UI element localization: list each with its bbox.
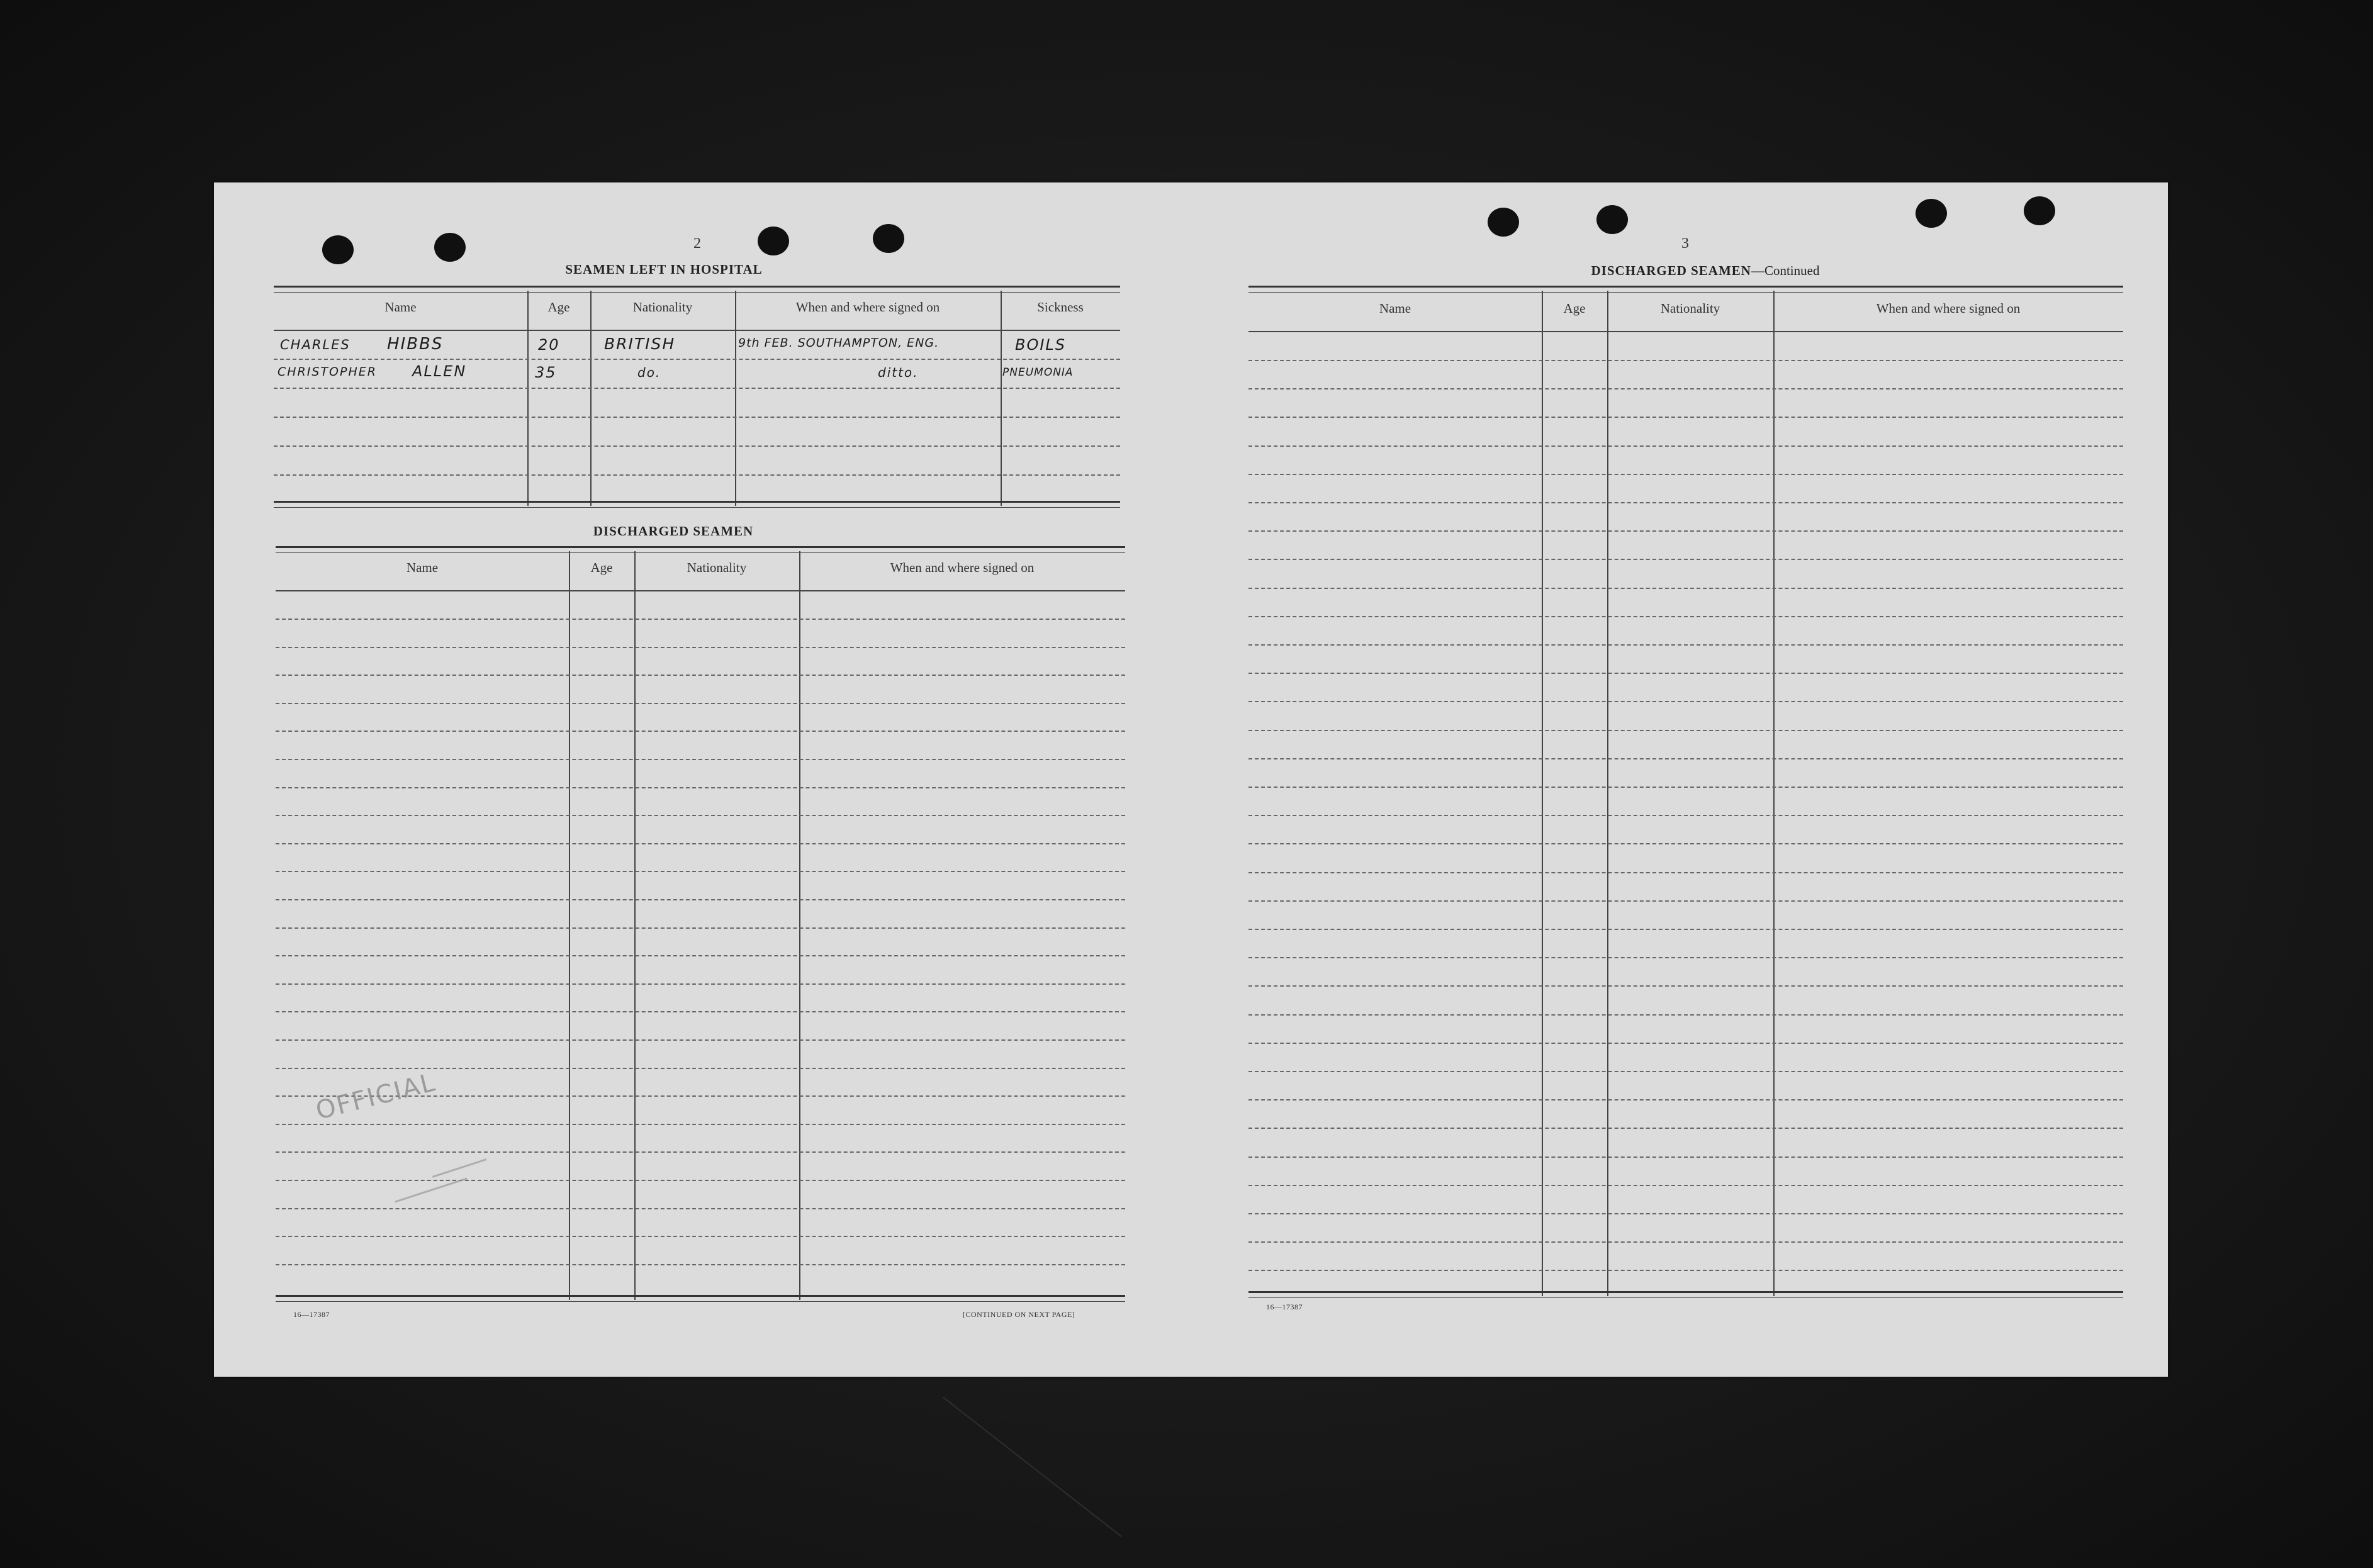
blank-row-line xyxy=(276,983,1125,985)
entry-age: 35 xyxy=(535,364,557,381)
header-age: Age xyxy=(1563,301,1586,316)
entry-sickness: PNEUMONIA xyxy=(1002,366,1074,379)
blank-row-line xyxy=(1248,787,2123,788)
table-row-line xyxy=(274,388,1120,389)
blank-row-line xyxy=(276,1011,1125,1012)
table-row-line xyxy=(274,359,1120,360)
col-divider xyxy=(799,551,800,1300)
right-title-suffix: —Continued xyxy=(1751,263,1820,278)
blank-row-line xyxy=(1248,1071,2123,1072)
entry-name-first: CHRISTOPHER xyxy=(278,365,377,379)
entry-name-first: CHARLES xyxy=(280,337,351,352)
continued-note: [CONTINUED ON NEXT PAGE] xyxy=(963,1310,1075,1319)
blank-row-line xyxy=(276,899,1125,900)
right-page-number: 3 xyxy=(1681,235,1689,252)
table-bottom-rule xyxy=(274,501,1120,508)
blank-row-line xyxy=(1248,388,2123,389)
blank-row-line xyxy=(276,787,1125,788)
blank-row-line xyxy=(1248,559,2123,560)
table-top-rule xyxy=(274,286,1120,293)
blank-row-line xyxy=(1248,616,2123,617)
header-name: Name xyxy=(384,300,417,315)
blank-row-line xyxy=(276,1151,1125,1153)
col-divider xyxy=(590,291,592,506)
document-sheet xyxy=(214,182,2168,1377)
blank-row-line xyxy=(276,619,1125,620)
header-name: Name xyxy=(406,560,439,575)
table-top-rule xyxy=(276,546,1125,553)
blank-row-line xyxy=(1248,1213,2123,1214)
entry-age: 20 xyxy=(538,336,560,354)
entry-name-last: ALLEN xyxy=(412,362,467,380)
col-divider xyxy=(634,551,636,1300)
header-nationality: Nationality xyxy=(687,560,747,575)
blank-row-line xyxy=(1248,502,2123,503)
col-divider xyxy=(735,291,736,506)
blank-row-line xyxy=(1248,1156,2123,1158)
blank-row-line xyxy=(276,955,1125,956)
header-nationality: Nationality xyxy=(632,300,693,315)
header-bottom-rule xyxy=(276,590,1125,591)
blank-row-line xyxy=(1248,530,2123,532)
punch-hole xyxy=(873,224,904,253)
blank-row-line xyxy=(1248,815,2123,816)
blank-row-line xyxy=(1248,644,2123,646)
col-divider xyxy=(527,291,529,506)
punch-hole xyxy=(1488,208,1519,237)
blank-row-line xyxy=(276,1068,1125,1069)
blank-row-line xyxy=(1248,730,2123,731)
discharged-continued-table xyxy=(1248,286,2129,1368)
blank-row-line xyxy=(1248,445,2123,447)
blank-row-line xyxy=(276,1264,1125,1265)
table-row-line xyxy=(274,417,1120,418)
col-divider xyxy=(1773,291,1775,1296)
blank-row-line xyxy=(1248,758,2123,759)
header-signed-on: When and where signed on xyxy=(795,300,940,315)
col-divider xyxy=(1001,291,1002,506)
punch-hole xyxy=(1916,199,1947,228)
blank-row-line xyxy=(276,871,1125,872)
discharged-table xyxy=(276,546,1131,1364)
blank-row-line xyxy=(276,1124,1125,1125)
hospital-section-title: SEAMEN LEFT IN HOSPITAL xyxy=(565,262,763,277)
header-sickness: Sickness xyxy=(1037,300,1084,315)
blank-row-line xyxy=(1248,1099,2123,1100)
blank-row-line xyxy=(1248,900,2123,902)
punch-hole xyxy=(1596,205,1628,234)
blank-row-line xyxy=(276,1208,1125,1209)
blank-row-line xyxy=(1248,1014,2123,1016)
blank-row-line xyxy=(1248,673,2123,674)
punch-hole xyxy=(758,227,789,255)
entry-nationality: BRITISH xyxy=(604,335,676,353)
table-bottom-rule xyxy=(276,1295,1125,1302)
discharged-section-title: DISCHARGED SEAMEN xyxy=(593,524,754,539)
blank-row-line xyxy=(276,1180,1125,1181)
header-bottom-rule xyxy=(1248,331,2123,332)
blank-row-line xyxy=(1248,1270,2123,1271)
blank-row-line xyxy=(1248,1128,2123,1129)
table-bottom-rule xyxy=(1248,1291,2123,1298)
blank-row-line xyxy=(276,843,1125,844)
blank-row-line xyxy=(276,675,1125,676)
entry-sickness: BOILS xyxy=(1015,336,1067,354)
blank-row-line xyxy=(1248,1043,2123,1044)
header-bottom-rule xyxy=(274,330,1120,331)
blank-row-line xyxy=(276,1039,1125,1041)
punch-hole xyxy=(2024,196,2055,225)
blank-row-line xyxy=(1248,1241,2123,1243)
blank-row-line xyxy=(1248,929,2123,930)
blank-row-line xyxy=(276,647,1125,648)
header-nationality: Nationality xyxy=(1660,301,1720,316)
blank-row-line xyxy=(1248,985,2123,987)
punch-hole xyxy=(322,235,354,264)
punch-hole xyxy=(434,233,466,262)
blank-row-line xyxy=(276,759,1125,760)
entry-nationality: do. xyxy=(637,365,661,380)
blank-row-line xyxy=(276,815,1125,816)
blank-row-line xyxy=(276,731,1125,732)
col-divider xyxy=(1542,291,1543,1296)
col-divider xyxy=(569,551,570,1300)
blank-row-line xyxy=(276,703,1125,704)
blank-row-line xyxy=(1248,701,2123,702)
header-name: Name xyxy=(1379,301,1411,316)
col-divider xyxy=(1607,291,1608,1296)
table-row-line xyxy=(274,474,1120,476)
blank-row-line xyxy=(1248,588,2123,589)
blank-row-line xyxy=(276,927,1125,929)
right-title-main: DISCHARGED SEAMEN xyxy=(1591,263,1751,278)
table-top-rule xyxy=(1248,286,2123,293)
table-row-line xyxy=(274,445,1120,447)
blank-row-line xyxy=(1248,843,2123,844)
left-page-number: 2 xyxy=(693,235,701,252)
blank-row-line xyxy=(1248,474,2123,475)
faded-stamp: OFFICIAL xyxy=(313,1068,439,1126)
blank-row-line xyxy=(1248,1185,2123,1186)
header-signed-on: When and where signed on xyxy=(1876,301,2021,316)
entry-signed-on: ditto. xyxy=(878,365,919,380)
entry-signed-on: 9th FEB. SOUTHAMPTON, ENG. xyxy=(738,336,940,350)
entry-name-last: HIBBS xyxy=(387,335,444,354)
blank-row-line xyxy=(1248,957,2123,958)
blank-row-line xyxy=(1248,872,2123,873)
left-footer-code: 16—17387 xyxy=(293,1310,330,1319)
blank-row-line xyxy=(276,1236,1125,1237)
header-signed-on: When and where signed on xyxy=(890,560,1035,575)
right-section-title xyxy=(1466,263,1944,279)
header-age: Age xyxy=(590,560,613,575)
right-footer-code: 16—17387 xyxy=(1266,1302,1303,1311)
blank-row-line xyxy=(1248,360,2123,361)
blank-row-line xyxy=(1248,417,2123,418)
header-age: Age xyxy=(547,300,570,315)
